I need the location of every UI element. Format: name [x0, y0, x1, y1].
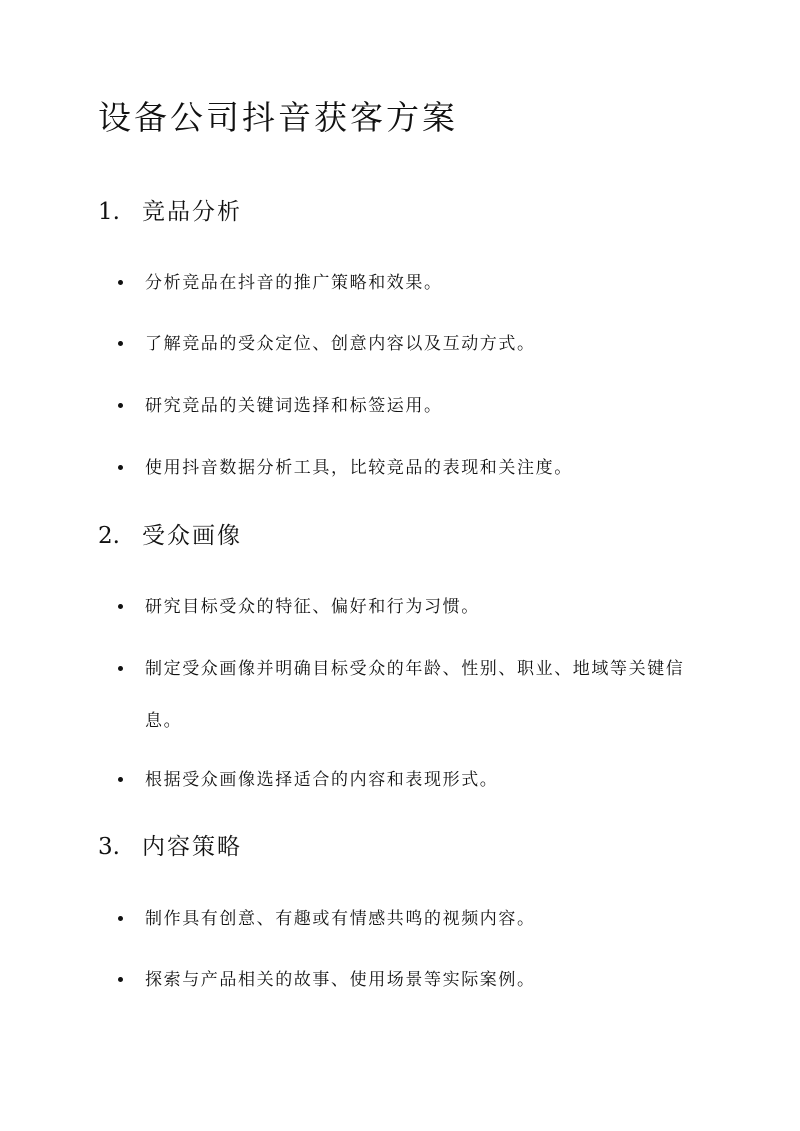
section-title: 竞品分析: [142, 199, 242, 225]
list-item: [118, 643, 698, 747]
list-item-text: 制定受众画像并明确目标受众的年龄、性别、职业、地域等关键信息。: [145, 659, 685, 731]
bullet-icon: [118, 280, 123, 285]
document-title: 设备公司抖音获客方案: [98, 98, 458, 137]
list-item-text: 根据受众画像选择适合的内容和表现形式。: [145, 770, 499, 790]
list-item: [118, 380, 698, 432]
section-title: 受众画像: [142, 523, 242, 549]
list-item-text: 探索与产品相关的故事、使用场景等实际案例。: [145, 970, 536, 990]
list-item-text: 制作具有创意、有趣或有情感共鸣的视频内容。: [145, 909, 536, 929]
list-item: [118, 754, 698, 806]
bullet-icon: [118, 403, 123, 408]
list-item: [118, 318, 698, 370]
bullet-icon: [118, 465, 123, 470]
section-number: 1.: [98, 199, 120, 225]
bullet-icon: [118, 916, 123, 921]
list-item: [118, 442, 698, 494]
list-item-text: 分析竞品在抖音的推广策略和效果。: [145, 273, 443, 293]
section-heading-competitor-analysis: [98, 196, 242, 228]
bullet-icon: [118, 341, 123, 346]
list-item: [118, 581, 698, 633]
list-item-text: 研究竞品的关键词选择和标签运用。: [145, 396, 443, 416]
list-item-text: 了解竞品的受众定位、创意内容以及互动方式。: [145, 334, 536, 354]
list-item: [118, 257, 698, 309]
section-number: 2.: [98, 523, 120, 549]
list-item: [118, 893, 698, 945]
bullet-icon: [118, 666, 123, 671]
list-item-text: 使用抖音数据分析工具，比较竞品的表现和关注度。: [145, 458, 573, 478]
section-number: 3.: [98, 834, 120, 860]
bullet-icon: [118, 604, 123, 609]
list-item-text: 研究目标受众的特征、偏好和行为习惯。: [145, 597, 480, 617]
section-title: 内容策略: [142, 834, 242, 860]
list-item: [118, 954, 698, 1006]
section-heading-content-strategy: [98, 831, 242, 863]
bullet-icon: [118, 977, 123, 982]
bullet-icon: [118, 777, 123, 782]
section-heading-audience-profile: [98, 520, 242, 552]
